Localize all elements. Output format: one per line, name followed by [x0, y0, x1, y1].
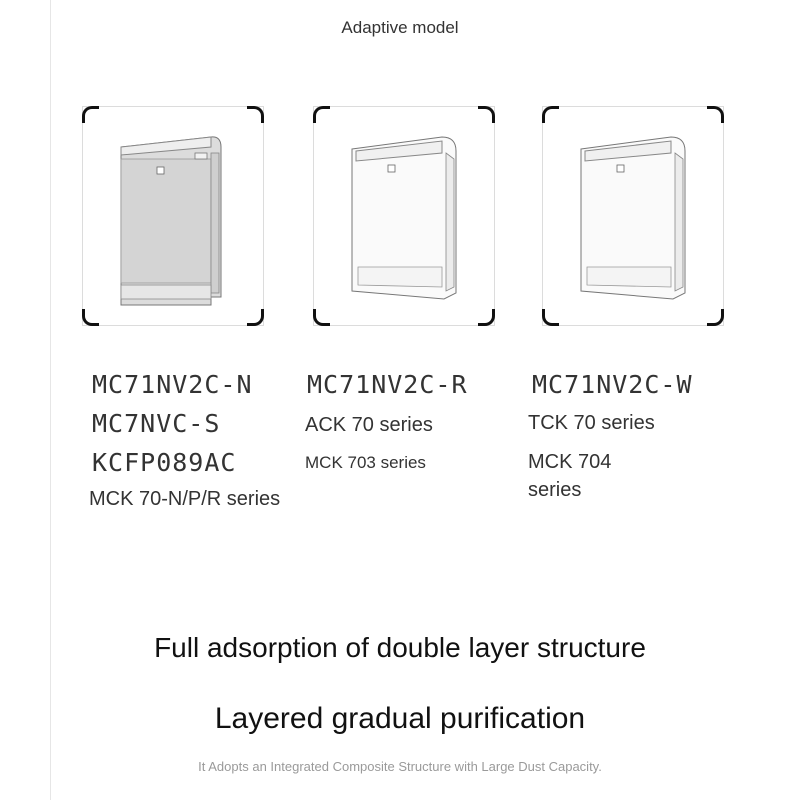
model-name: KCFP089AC: [92, 448, 237, 477]
model-series: ACK 70 series: [305, 414, 433, 436]
model-series: series: [528, 479, 582, 501]
model-name: MC71NV2C-N: [92, 370, 253, 399]
air-purifier-dark-image: [83, 107, 263, 325]
model-series: MCK 703 series: [305, 453, 426, 472]
feature-subheadline: Layered gradual purification: [214, 702, 586, 735]
page-title: Adaptive model: [341, 18, 459, 37]
feature-headline: Full adsorption of double layer structure: [154, 632, 646, 663]
left-divider-line: [50, 0, 51, 800]
product-card-2: [313, 106, 495, 326]
product-card-1: [82, 106, 264, 326]
air-purifier-outline-image: [314, 107, 494, 325]
model-name: MC71NV2C-R: [307, 370, 468, 399]
model-name: MC7NVC-S: [92, 409, 221, 438]
model-name: MC71NV2C-W: [532, 370, 693, 399]
air-purifier-outline-image: [543, 107, 723, 325]
model-series: TCK 70 series: [528, 412, 655, 434]
product-card-3: [542, 106, 724, 326]
model-series: MCK 704: [528, 451, 612, 473]
model-series: MCK 70-N/P/R series: [89, 488, 281, 510]
feature-caption: It Adopts an Integrated Composite Structure with Large Dust Capacity.: [198, 759, 602, 774]
